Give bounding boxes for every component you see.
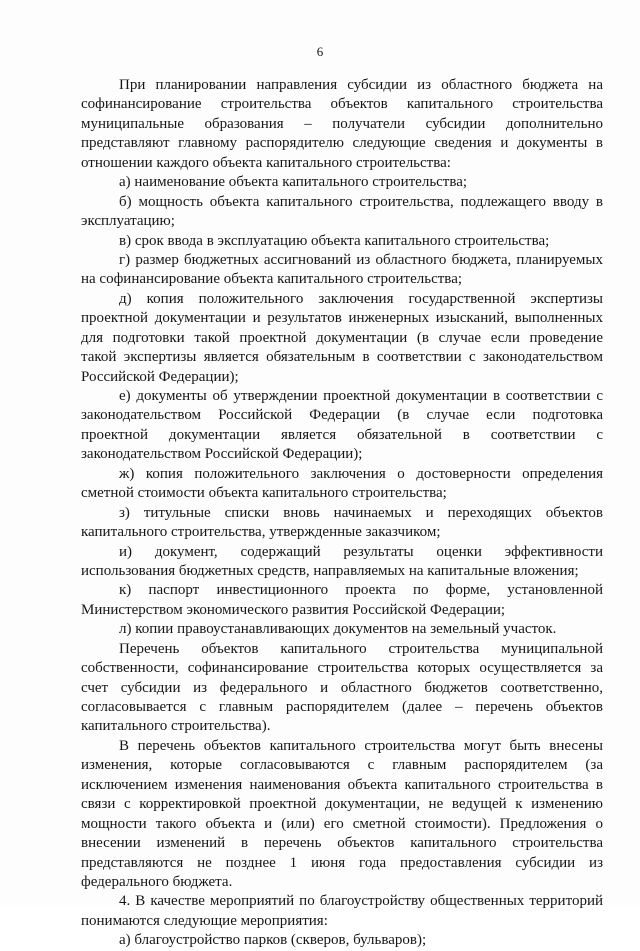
text-line: представляются не позднее 1 июня года предоставления субсидии из [81, 854, 603, 871]
text-line: е) документы об утверждении проектной документации в соответствии с [119, 388, 603, 404]
body-text [81, 76, 603, 951]
text-line: а) благоустройство парков (скверов, бульваров); [119, 932, 427, 949]
text-line: 4. В качестве мероприятий по благоустройству общественных территорий [119, 893, 603, 910]
text-line: внесении изменений в перечень объектов капитального строительства [81, 835, 603, 852]
text-line: б) мощность объекта капитального строительства, подлежащего вводу в [119, 193, 603, 210]
text-line: Перечень объектов капитального строительства муниципальной [119, 640, 603, 657]
text-line: Министерством экономического развития Российской Федерации; [81, 601, 506, 618]
text-line: понимаются следующие мероприятия: [81, 912, 328, 929]
text-line: к) паспорт инвестиционного проекта по форме, установленной [119, 582, 603, 599]
text-line: исключением изменения наименования объекта капитального строительства в [81, 776, 603, 793]
text-line: В перечень объектов капитального строительства могут быть внесены [119, 737, 603, 754]
text-line: з) титульные списки вновь начинаемых и переходящих объектов [119, 504, 603, 521]
text-line: капитального строительства, утвержденные заказчиком; [81, 524, 441, 541]
text-line: софинансирование строительства объектов капитального строительства [81, 96, 603, 113]
text-line: а) наименование объекта капитального строительства; [119, 174, 468, 191]
text-line: счет субсидии из федерального и областного бюджетов соответственно, [81, 679, 603, 696]
text-line: федерального бюджета. [81, 873, 233, 890]
text-line: проектной документации является обязательной в соответствии с [81, 426, 603, 443]
text-line: ж) копия положительного заключения о достоверности определения [119, 465, 603, 482]
text-line: проектной документации и результатов инженерных изысканий, выполненных [81, 310, 603, 327]
text-line: согласовывается с главным распорядителем (далее – перечень объектов [81, 699, 603, 715]
text-line: г) размер бюджетных ассигнований из областного бюджета, планируемых [119, 251, 603, 268]
text-line: собственности, софинансирование строительства которых осуществляется за [81, 660, 603, 677]
text-line: законодательством Российской Федерации); [81, 446, 363, 463]
text-line: При планировании направления субсидии из областного бюджета на [119, 77, 603, 93]
text-line: Российской Федерации); [81, 368, 239, 385]
text-line: д) копия положительного заключения государственной экспертизы [119, 290, 603, 307]
text-line: отношении каждого объекта капитального строительства: [81, 154, 451, 171]
text-line: муниципальные образования – получатели субсидии дополнительно [81, 115, 603, 132]
text-line: на софинансирование объекта капитального строительства; [81, 271, 463, 288]
text-line: использования бюджетных средств, направляемых на капитальные вложения; [81, 562, 579, 579]
text-line: законодательством Российской Федерации (в случае если подготовка [81, 407, 603, 424]
text-line: мощности такого объекта и (или) его сметной стоимости). Предложения о [81, 815, 603, 832]
text-line: в) срок ввода в эксплуатацию объекта капитального строительства; [119, 232, 550, 249]
text-line: такой экспертизы является обязательным в соответствии с законодательством [81, 349, 603, 366]
text-line: представляют главному распорядителю следующие сведения и документы в [81, 135, 603, 152]
page-number: 6 [316, 44, 324, 59]
text-line: изменения, которые согласовываются с главным распорядителем (за [81, 757, 603, 774]
text-line: и) документ, содержащий результаты оценки эффективности [119, 543, 603, 560]
text-line: капитального строительства). [81, 718, 271, 735]
text-line: сметной стоимости объекта капитального строительства; [81, 485, 447, 502]
text-line: связи с корректировкой проектной документации, не ведущей к изменению [81, 796, 603, 813]
text-line: эксплуатацию; [81, 213, 175, 230]
text-line: для подготовки такой проектной документации (в случае если проведение [81, 329, 603, 346]
text-line: л) копии правоустанавливающих документов на земельный участок. [119, 621, 557, 638]
